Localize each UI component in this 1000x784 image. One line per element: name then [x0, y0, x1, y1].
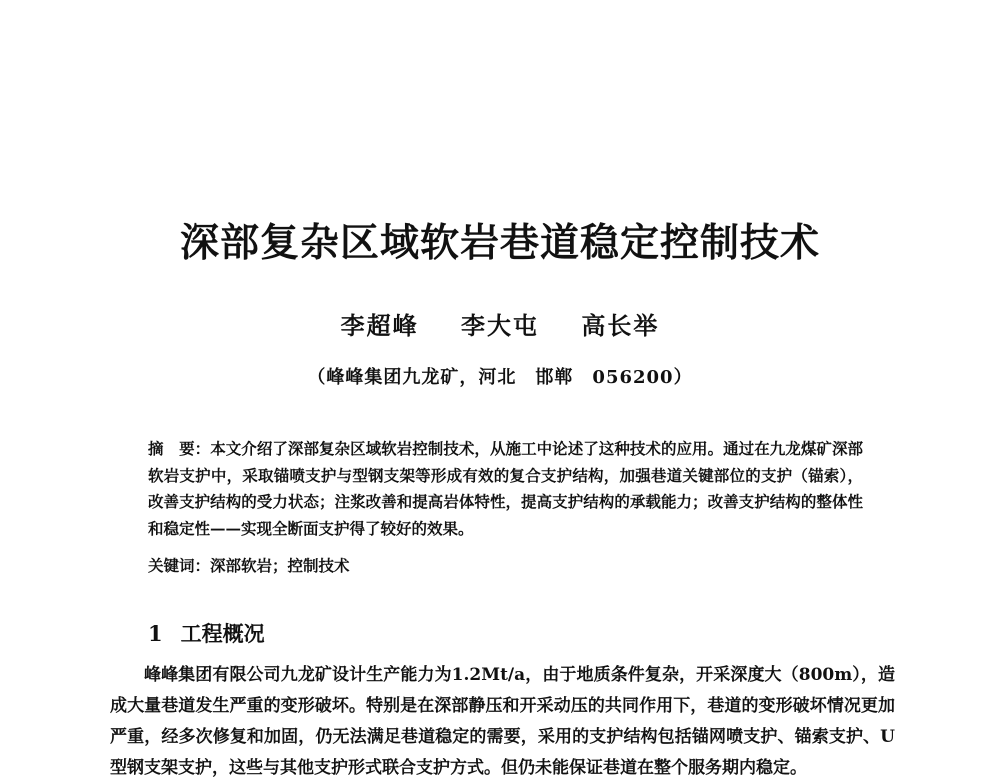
keywords-label: 关键词： [148, 557, 211, 575]
keywords-text: 深部软岩；控制技术 [210, 556, 350, 575]
paper-title: 深部复杂区域软岩巷道稳定控制技术 [179, 220, 820, 266]
author-affiliation: （峰峰集团九龙矿，河北 邯郸 056200） [307, 367, 693, 388]
author-name: 李大屯 [461, 311, 539, 340]
section-number: 1 [148, 621, 163, 646]
abstract-label: 摘 要： [148, 440, 211, 458]
abstract-text: 本文介绍了深部复杂区域软岩控制技术，从施工中论述了这种技术的应用。通过在九龙煤矿深部软岩支护中，采取锚喷支护与型钢支架等形成有效的复合支护结构，加强巷道关键部位的支护（锚索），改善支护结构的受力状态；注浆改善和提高岩体特性，提高支护结构的承载能力；改善支护结构的整体性和稳定性——实现全断面支护得了较好的效果。 [148, 439, 863, 538]
keywords [148, 554, 863, 576]
section-title: 工程概况 [180, 622, 265, 646]
author-name: 李超峰 [340, 311, 419, 340]
abstract [148, 436, 863, 542]
author-name: 高长举 [581, 311, 660, 340]
body-paragraph: 峰峰集团有限公司九龙矿设计生产能力为1.2Mt/a，由于地质条件复杂，开采深度大（800m），造成大量巷道发生严重的变形破坏。特别是在深部静压和开采动压的共同作用下，巷道的变形破坏情况更加严重，经多次修复和加固，仍无法满足巷道稳定的需要，采用的支护结构包括锚网喷支护、锚索支护、U型钢支架支护，这些与其他支护形式联合支护方式。但仍未能保证巷道在整个服务期内稳定。 [110, 665, 895, 778]
author-list [0, 306, 1000, 341]
section-heading [148, 618, 265, 648]
